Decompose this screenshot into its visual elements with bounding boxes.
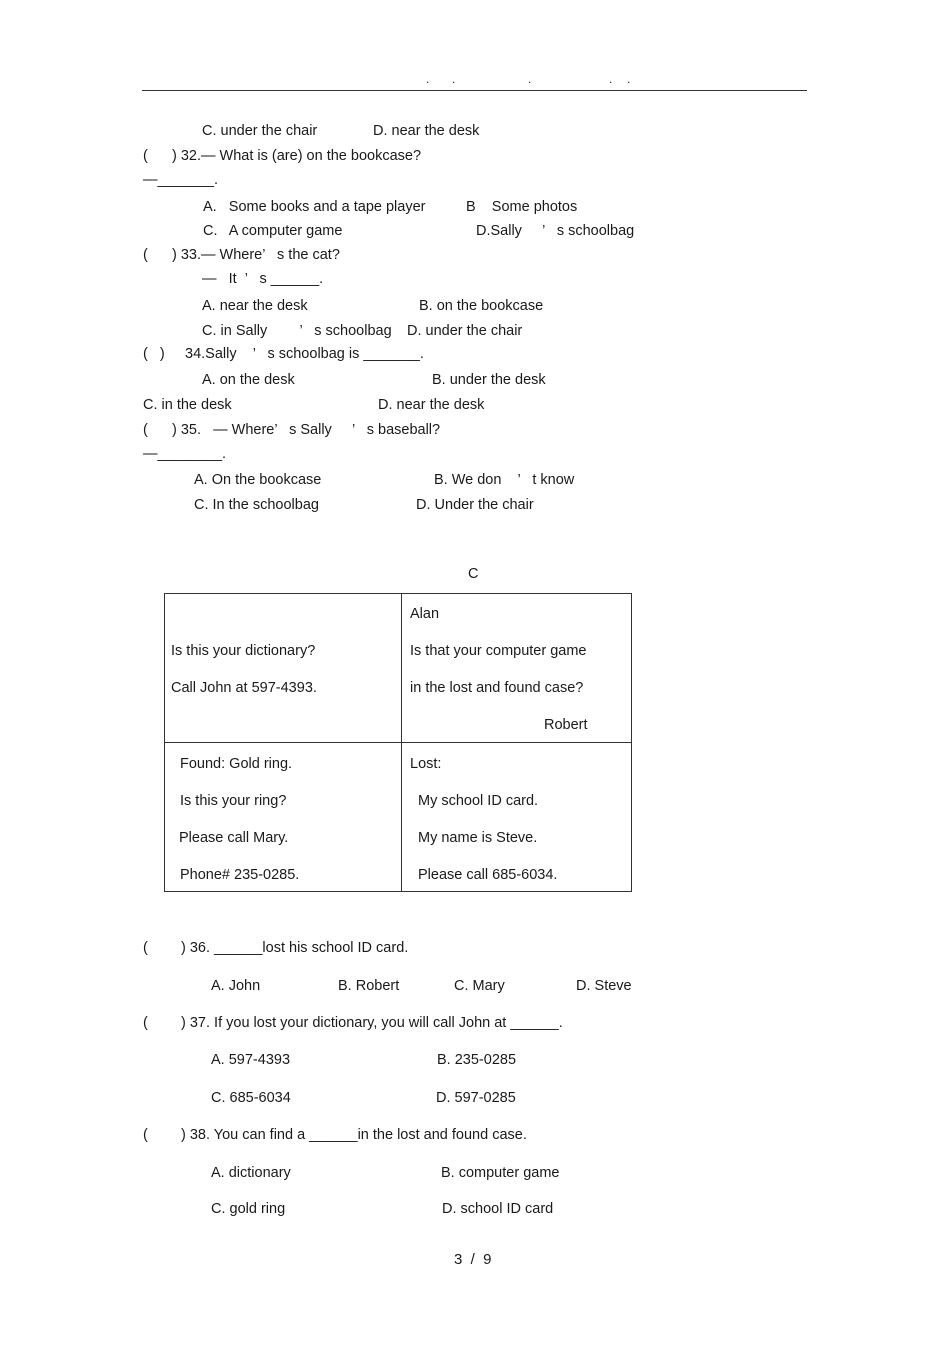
- q36-option-a: A. John: [211, 978, 261, 994]
- q36-option-b: B. Robert: [338, 978, 400, 994]
- notice1-line2: Call John at 597-4393.: [171, 680, 317, 696]
- q32-option-a: A. Some books and a tape player: [203, 199, 426, 215]
- q35-paren: (: [143, 422, 148, 438]
- notice2-line1: Is that your computer game: [410, 643, 587, 659]
- q38-option-a: A. dictionary: [211, 1165, 291, 1181]
- q38-option-b: B. computer game: [441, 1165, 560, 1181]
- header-dot: .: [426, 72, 430, 86]
- q33-option-a: A. near the desk: [202, 298, 308, 314]
- notice4-line3: My name is Steve.: [418, 830, 538, 846]
- notice4-line1: Lost:: [410, 756, 442, 772]
- q35-option-b: B. We don ’ t know: [434, 472, 575, 488]
- q32-answer: —_______.: [143, 172, 218, 188]
- page-number: 3 / 9: [454, 1251, 492, 1268]
- q32-option-d: D.Sally ’ s schoolbag: [476, 223, 635, 239]
- q38-option-c: C. gold ring: [211, 1201, 286, 1217]
- q36-paren: (: [143, 940, 148, 956]
- q33-option-d: D. under the chair: [407, 323, 523, 339]
- q36-option-d: D. Steve: [576, 978, 632, 994]
- q34-option-b: B. under the desk: [432, 372, 546, 388]
- q35-answer: —________.: [143, 446, 227, 462]
- notice1-line1: Is this your dictionary?: [171, 643, 316, 659]
- q37-option-c: C. 685-6034: [211, 1090, 291, 1106]
- q32-stem: ) 32.— What is (are) on the bookcase?: [172, 148, 422, 164]
- q33-option-b: B. on the bookcase: [419, 298, 544, 314]
- q36-option-c: C. Mary: [454, 978, 505, 994]
- q38-stem: ) 38. You can find a ______in the lost and found case.: [181, 1127, 527, 1143]
- notice3-line3: Please call Mary.: [179, 830, 289, 846]
- q35-option-a: A. On the bookcase: [194, 472, 322, 488]
- notice3-line1: Found: Gold ring.: [180, 756, 293, 772]
- q38-paren: (: [143, 1127, 148, 1143]
- notice2-from: Robert: [544, 717, 588, 733]
- header-dot: .: [452, 72, 456, 86]
- q34-stem: 34.Sally ’ s schoolbag is _______.: [185, 346, 424, 362]
- q37-stem: ) 37. If you lost your dictionary, you will call John at ______.: [181, 1015, 563, 1031]
- q35-option-c: C. In the schoolbag: [194, 497, 319, 513]
- header-dot: .: [528, 72, 532, 86]
- notice-table-divider-horizontal: [164, 742, 632, 743]
- q37-paren: (: [143, 1015, 148, 1031]
- q31-option-c: C. under the chair: [202, 123, 318, 139]
- q34-option-d: D. near the desk: [378, 397, 485, 413]
- notice3-line4: Phone# 235-0285.: [180, 867, 300, 883]
- header-dot: .: [627, 72, 631, 86]
- q32-option-c: C. A computer game: [203, 223, 343, 239]
- notice3-line2: Is this your ring?: [180, 793, 287, 809]
- q37-option-a: A. 597-4393: [211, 1052, 291, 1068]
- q32-paren: (: [143, 148, 148, 164]
- q32-option-b: B Some photos: [466, 199, 578, 215]
- q37-option-b: B. 235-0285: [437, 1052, 517, 1068]
- q33-paren: (: [143, 247, 148, 263]
- notice4-line2: My school ID card.: [418, 793, 539, 809]
- q35-stem: ) 35. — Where’ s Sally ’ s baseball?: [172, 422, 441, 438]
- q34-option-c: C. in the desk: [143, 397, 232, 413]
- notice4-line4: Please call 685-6034.: [418, 867, 558, 883]
- q35-option-d: D. Under the chair: [416, 497, 534, 513]
- notice2-to: Alan: [410, 606, 440, 622]
- notice2-line2: in the lost and found case?: [410, 680, 584, 696]
- header-dot: .: [609, 72, 613, 86]
- q31-option-d: D. near the desk: [373, 123, 480, 139]
- header-rule: [142, 90, 807, 91]
- q36-stem: ) 36. ______lost his school ID card.: [181, 940, 409, 956]
- section-c-title: C: [468, 566, 479, 582]
- q34-paren: ( ): [143, 346, 165, 362]
- q33-answer: — It ’ s ______.: [202, 271, 324, 287]
- q33-stem: ) 33.— Where’ s the cat?: [172, 247, 340, 263]
- q37-option-d: D. 597-0285: [436, 1090, 516, 1106]
- q38-option-d: D. school ID card: [442, 1201, 554, 1217]
- q34-option-a: A. on the desk: [202, 372, 295, 388]
- q33-option-c: C. in Sally ’ s schoolbag: [202, 323, 392, 339]
